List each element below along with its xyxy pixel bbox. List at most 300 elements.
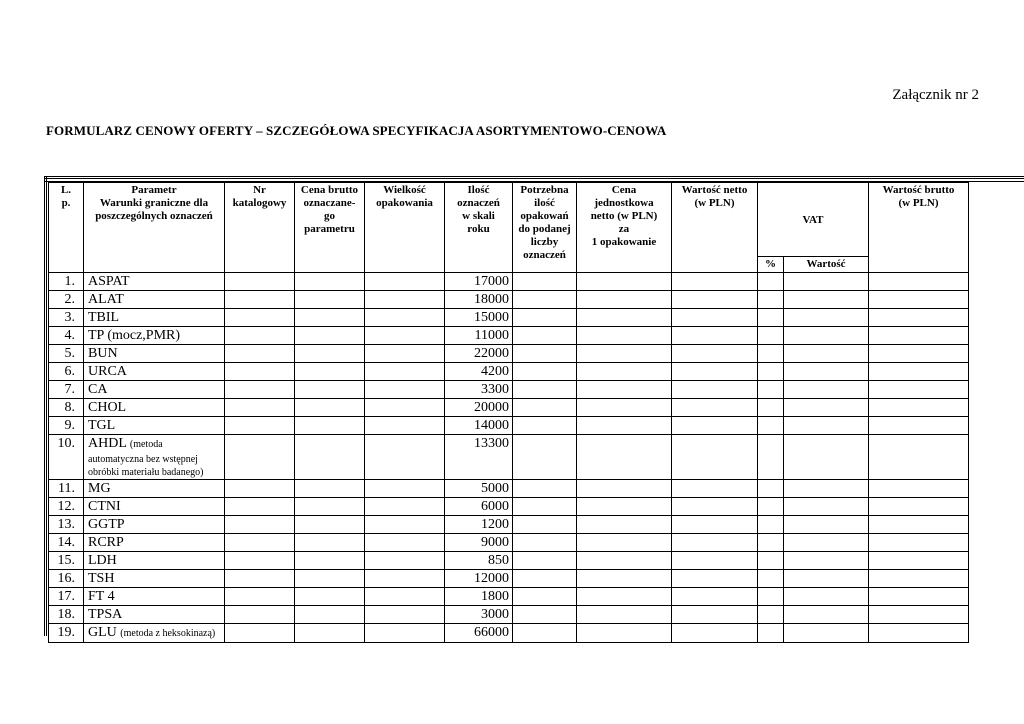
unit-price-cell[interactable]	[577, 345, 672, 363]
row-number: 2.	[49, 291, 84, 309]
gross-price-cell[interactable]	[295, 498, 365, 516]
header-line: katalogowy	[232, 197, 287, 209]
header-line: Ilość	[467, 184, 490, 196]
parameter-name: RCRP	[88, 535, 124, 550]
gross-price-cell[interactable]	[295, 480, 365, 498]
row-number: 14.	[49, 534, 84, 552]
packages-needed-cell[interactable]	[513, 345, 577, 363]
catalog-number-cell[interactable]	[225, 552, 295, 570]
row-number: 7.	[49, 381, 84, 399]
gross-price-cell[interactable]	[295, 588, 365, 606]
packages-needed-cell[interactable]	[513, 498, 577, 516]
unit-price-cell[interactable]	[577, 606, 672, 624]
gross-value-cell[interactable]	[869, 345, 969, 363]
unit-price-cell[interactable]	[577, 381, 672, 399]
package-size-cell[interactable]	[365, 363, 445, 381]
parameter-name: CHOL	[88, 400, 127, 415]
header-gross-value	[869, 183, 969, 273]
vat-value-cell[interactable]	[784, 273, 869, 291]
table-header-row	[49, 183, 969, 257]
unit-price-cell[interactable]	[577, 291, 672, 309]
row-number: 4.	[49, 327, 84, 345]
catalog-number-cell[interactable]	[225, 291, 295, 309]
gross-value-cell[interactable]	[869, 363, 969, 381]
header-line: oznaczeń	[523, 249, 566, 261]
row-number: 3.	[49, 309, 84, 327]
table-row	[49, 588, 969, 606]
header-net-value	[672, 183, 758, 273]
unit-price-cell[interactable]	[577, 534, 672, 552]
row-number: 13.	[49, 516, 84, 534]
vat-value-cell[interactable]	[784, 345, 869, 363]
net-value-cell[interactable]	[672, 516, 758, 534]
vat-percent-cell[interactable]	[758, 570, 784, 588]
net-value-cell[interactable]	[672, 552, 758, 570]
vat-percent-cell[interactable]	[758, 588, 784, 606]
vat-value-cell[interactable]	[784, 435, 869, 480]
header-line: Wielkość	[383, 184, 426, 196]
package-size-cell[interactable]	[365, 606, 445, 624]
unit-price-cell[interactable]	[577, 435, 672, 480]
table-row	[49, 327, 969, 345]
package-size-cell[interactable]	[365, 624, 445, 643]
vat-percent-cell[interactable]	[758, 363, 784, 381]
header-package-size	[365, 183, 445, 273]
parameter-cell	[84, 570, 225, 588]
catalog-number-cell[interactable]	[225, 273, 295, 291]
unit-price-cell[interactable]	[577, 516, 672, 534]
catalog-number-cell[interactable]	[225, 345, 295, 363]
row-number: 9.	[49, 417, 84, 435]
row-number: 10.	[49, 435, 84, 480]
table-row	[49, 435, 969, 480]
header-line: parametru	[304, 223, 355, 235]
gross-price-cell[interactable]	[295, 345, 365, 363]
parameter-cell	[84, 480, 225, 498]
header-line: Cena	[611, 184, 637, 196]
net-value-cell[interactable]	[672, 417, 758, 435]
vat-value-cell[interactable]	[784, 534, 869, 552]
table-row	[49, 417, 969, 435]
packages-needed-cell[interactable]	[513, 309, 577, 327]
catalog-number-cell[interactable]	[225, 516, 295, 534]
gross-value-cell[interactable]	[869, 498, 969, 516]
catalog-number-cell[interactable]	[225, 570, 295, 588]
packages-needed-cell[interactable]	[513, 570, 577, 588]
row-number: 16.	[49, 570, 84, 588]
header-line: opakowań	[520, 210, 569, 222]
header-line: roku	[467, 223, 490, 235]
header-vat: VAT	[758, 183, 869, 257]
table-row	[49, 516, 969, 534]
gross-value-cell[interactable]	[869, 273, 969, 291]
table-row	[49, 480, 969, 498]
parameter-cell	[84, 498, 225, 516]
vat-percent-cell[interactable]	[758, 381, 784, 399]
header-line: do podanej	[518, 223, 571, 235]
row-number: 8.	[49, 399, 84, 417]
vat-value-cell[interactable]	[784, 381, 869, 399]
packages-needed-cell[interactable]	[513, 552, 577, 570]
vat-value-cell[interactable]	[784, 399, 869, 417]
packages-needed-cell[interactable]	[513, 516, 577, 534]
gross-price-cell[interactable]	[295, 606, 365, 624]
parameter-cell	[84, 399, 225, 417]
gross-value-cell[interactable]	[869, 552, 969, 570]
packages-needed-cell[interactable]	[513, 588, 577, 606]
header-vat-percent: %	[758, 257, 784, 273]
test-quantity-cell: 17000	[445, 273, 513, 291]
net-value-cell[interactable]	[672, 588, 758, 606]
header-line: Wartość netto	[681, 184, 748, 196]
vat-value-cell[interactable]	[784, 498, 869, 516]
parameter-name: URCA	[88, 364, 127, 379]
net-value-cell[interactable]	[672, 291, 758, 309]
test-quantity-cell: 3000	[445, 606, 513, 624]
catalog-number-cell[interactable]	[225, 399, 295, 417]
catalog-number-cell[interactable]	[225, 435, 295, 480]
header-lp	[49, 183, 84, 273]
header-line: L.	[60, 184, 72, 196]
unit-price-cell[interactable]	[577, 624, 672, 643]
catalog-number-cell[interactable]	[225, 480, 295, 498]
packages-needed-cell[interactable]	[513, 606, 577, 624]
unit-price-cell[interactable]	[577, 399, 672, 417]
vat-percent-cell[interactable]	[758, 534, 784, 552]
table-row	[49, 534, 969, 552]
header-vat-value: Wartość	[784, 257, 869, 273]
packages-needed-cell[interactable]	[513, 435, 577, 480]
parameter-method-note: (metoda z heksokinazą)	[120, 628, 216, 639]
gross-value-cell[interactable]	[869, 624, 969, 643]
gross-price-cell[interactable]	[295, 624, 365, 643]
package-size-cell[interactable]	[365, 309, 445, 327]
package-size-cell[interactable]	[365, 345, 445, 363]
catalog-number-cell[interactable]	[225, 327, 295, 345]
gross-price-cell[interactable]	[295, 417, 365, 435]
parameter-cell	[84, 381, 225, 399]
test-quantity-cell: 3300	[445, 381, 513, 399]
packages-needed-cell[interactable]	[513, 291, 577, 309]
gross-value-cell[interactable]	[869, 327, 969, 345]
vat-percent-cell[interactable]	[758, 291, 784, 309]
vat-value-cell[interactable]	[784, 291, 869, 309]
gross-value-cell[interactable]	[869, 516, 969, 534]
package-size-cell[interactable]	[365, 516, 445, 534]
vat-percent-cell[interactable]	[758, 309, 784, 327]
table-row	[49, 291, 969, 309]
catalog-number-cell[interactable]	[225, 624, 295, 643]
vat-percent-cell[interactable]	[758, 516, 784, 534]
vat-percent-cell[interactable]	[758, 273, 784, 291]
parameter-cell	[84, 588, 225, 606]
vat-value-cell[interactable]	[784, 327, 869, 345]
vat-value-cell[interactable]	[784, 480, 869, 498]
vat-value-cell[interactable]	[784, 570, 869, 588]
package-size-cell[interactable]	[365, 534, 445, 552]
header-packages-needed	[513, 183, 577, 273]
net-value-cell[interactable]	[672, 624, 758, 643]
net-value-cell[interactable]	[672, 606, 758, 624]
gross-value-cell[interactable]	[869, 570, 969, 588]
parameter-method-note: (metoda	[129, 439, 163, 450]
test-quantity-cell: 6000	[445, 498, 513, 516]
test-quantity-cell: 11000	[445, 327, 513, 345]
gross-value-cell[interactable]	[869, 291, 969, 309]
parameter-cell	[84, 552, 225, 570]
parameter-cell	[84, 363, 225, 381]
header-line: za	[618, 223, 630, 235]
row-number: 11.	[49, 480, 84, 498]
net-value-cell[interactable]	[672, 570, 758, 588]
package-size-cell[interactable]	[365, 399, 445, 417]
parameter-name: GGTP	[88, 517, 125, 532]
gross-price-cell[interactable]	[295, 435, 365, 480]
table-row	[49, 552, 969, 570]
net-value-cell[interactable]	[672, 498, 758, 516]
package-size-cell[interactable]	[365, 417, 445, 435]
gross-price-cell[interactable]	[295, 327, 365, 345]
packages-needed-cell[interactable]	[513, 399, 577, 417]
table-row	[49, 381, 969, 399]
header-line: Cena brutto	[300, 184, 359, 196]
vat-percent-cell[interactable]	[758, 498, 784, 516]
parameter-name: BUN	[88, 346, 118, 361]
table-row	[49, 498, 969, 516]
vat-value-cell[interactable]	[784, 516, 869, 534]
unit-price-cell[interactable]	[577, 417, 672, 435]
table-body	[49, 273, 969, 643]
row-number: 18.	[49, 606, 84, 624]
header-parametr	[84, 183, 225, 273]
packages-needed-cell[interactable]	[513, 327, 577, 345]
parameter-name: TPSA	[88, 607, 123, 622]
test-quantity-cell: 13300	[445, 435, 513, 480]
header-line: Potrzebna	[520, 184, 569, 196]
header-line: w skali	[462, 210, 495, 222]
vat-value-cell[interactable]	[784, 552, 869, 570]
gross-value-cell[interactable]	[869, 309, 969, 327]
unit-price-cell[interactable]	[577, 552, 672, 570]
vat-percent-cell[interactable]	[758, 435, 784, 480]
catalog-number-cell[interactable]	[225, 588, 295, 606]
parameter-cell	[84, 327, 225, 345]
net-value-cell[interactable]	[672, 381, 758, 399]
header-line: Parametr	[131, 184, 177, 196]
package-size-cell[interactable]	[365, 480, 445, 498]
gross-price-cell[interactable]	[295, 534, 365, 552]
net-value-cell[interactable]	[672, 345, 758, 363]
header-line: jednostkowa	[594, 197, 654, 209]
gross-price-cell[interactable]	[295, 399, 365, 417]
package-size-cell[interactable]	[365, 273, 445, 291]
table-left-border	[44, 176, 47, 636]
gross-price-cell[interactable]	[295, 552, 365, 570]
header-line: poszczególnych oznaczeń	[95, 210, 213, 222]
parameter-name: GLU	[88, 625, 117, 640]
row-number: 19.	[49, 624, 84, 643]
catalog-number-cell[interactable]	[225, 534, 295, 552]
packages-needed-cell[interactable]	[513, 381, 577, 399]
header-unit-price	[577, 183, 672, 273]
gross-price-cell[interactable]	[295, 516, 365, 534]
net-value-cell[interactable]	[672, 534, 758, 552]
unit-price-cell[interactable]	[577, 309, 672, 327]
parameter-name: LDH	[88, 553, 117, 568]
parameter-cell	[84, 516, 225, 534]
package-size-cell[interactable]	[365, 381, 445, 399]
net-value-cell[interactable]	[672, 327, 758, 345]
gross-value-cell[interactable]	[869, 480, 969, 498]
test-quantity-cell: 5000	[445, 480, 513, 498]
unit-price-cell[interactable]	[577, 327, 672, 345]
gross-value-cell[interactable]	[869, 399, 969, 417]
vat-value-cell[interactable]	[784, 588, 869, 606]
gross-value-cell[interactable]	[869, 534, 969, 552]
packages-needed-cell[interactable]	[513, 273, 577, 291]
parameter-cell	[84, 291, 225, 309]
table-row	[49, 363, 969, 381]
package-size-cell[interactable]	[365, 327, 445, 345]
test-quantity-cell: 20000	[445, 399, 513, 417]
header-line: liczby	[530, 236, 559, 248]
gross-price-cell[interactable]	[295, 309, 365, 327]
row-number: 12.	[49, 498, 84, 516]
gross-price-cell[interactable]	[295, 381, 365, 399]
package-size-cell[interactable]	[365, 552, 445, 570]
vat-percent-cell[interactable]	[758, 552, 784, 570]
net-value-cell[interactable]	[672, 363, 758, 381]
net-value-cell[interactable]	[672, 399, 758, 417]
vat-percent-cell[interactable]	[758, 327, 784, 345]
parameter-name: CA	[88, 382, 108, 397]
gross-price-cell[interactable]	[295, 570, 365, 588]
table-row	[49, 399, 969, 417]
packages-needed-cell[interactable]	[513, 363, 577, 381]
unit-price-cell[interactable]	[577, 363, 672, 381]
catalog-number-cell[interactable]	[225, 309, 295, 327]
vat-value-cell[interactable]	[784, 363, 869, 381]
gross-price-cell[interactable]	[295, 363, 365, 381]
gross-price-cell[interactable]	[295, 291, 365, 309]
row-number: 17.	[49, 588, 84, 606]
net-value-cell[interactable]	[672, 435, 758, 480]
header-line: 1 opakowanie	[591, 236, 657, 248]
packages-needed-cell[interactable]	[513, 624, 577, 643]
header-catalog-number	[225, 183, 295, 273]
catalog-number-cell[interactable]	[225, 381, 295, 399]
gross-price-cell[interactable]	[295, 273, 365, 291]
header-line: Wartość brutto	[882, 184, 955, 196]
vat-percent-cell[interactable]	[758, 606, 784, 624]
test-quantity-cell: 14000	[445, 417, 513, 435]
vat-percent-cell[interactable]	[758, 417, 784, 435]
packages-needed-cell[interactable]	[513, 417, 577, 435]
test-quantity-cell: 850	[445, 552, 513, 570]
package-size-cell[interactable]	[365, 588, 445, 606]
table-row	[49, 624, 969, 643]
row-number: 1.	[49, 273, 84, 291]
table-row	[49, 309, 969, 327]
vat-value-cell[interactable]	[784, 624, 869, 643]
package-size-cell[interactable]	[365, 498, 445, 516]
table-top-border	[44, 176, 1024, 179]
catalog-number-cell[interactable]	[225, 417, 295, 435]
test-quantity-cell: 18000	[445, 291, 513, 309]
annex-label: Załącznik nr 2	[892, 87, 979, 103]
unit-price-cell[interactable]	[577, 588, 672, 606]
parameter-name: AHDL	[88, 436, 127, 451]
net-value-cell[interactable]	[672, 273, 758, 291]
header-gross-price	[295, 183, 365, 273]
header-line: Warunki graniczne dla	[99, 197, 209, 209]
gross-value-cell[interactable]	[869, 435, 969, 480]
test-quantity-cell: 22000	[445, 345, 513, 363]
parameter-cell	[84, 345, 225, 363]
vat-percent-cell[interactable]	[758, 480, 784, 498]
vat-value-cell[interactable]	[784, 606, 869, 624]
parameter-name: TBIL	[88, 310, 120, 325]
header-test-quantity	[445, 183, 513, 273]
parameter-name: ALAT	[88, 292, 124, 307]
package-size-cell[interactable]	[365, 570, 445, 588]
net-value-cell[interactable]	[672, 309, 758, 327]
row-number: 5.	[49, 345, 84, 363]
unit-price-cell[interactable]	[577, 273, 672, 291]
unit-price-cell[interactable]	[577, 498, 672, 516]
vat-percent-cell[interactable]	[758, 624, 784, 643]
header-line: go	[324, 210, 335, 222]
table-row	[49, 345, 969, 363]
row-number: 6.	[49, 363, 84, 381]
gross-value-cell[interactable]	[869, 606, 969, 624]
parameter-name: TP (mocz,PMR)	[88, 328, 181, 343]
unit-price-cell[interactable]	[577, 480, 672, 498]
vat-value-cell[interactable]	[784, 417, 869, 435]
header-line: oznaczeń	[457, 197, 500, 209]
parameter-name: CTNI	[88, 499, 121, 514]
gross-value-cell[interactable]	[869, 381, 969, 399]
gross-value-cell[interactable]	[869, 588, 969, 606]
vat-value-cell[interactable]	[784, 309, 869, 327]
test-quantity-cell: 12000	[445, 570, 513, 588]
parameter-cell	[84, 606, 225, 624]
header-line: (w PLN)	[694, 197, 735, 209]
header-line: netto (w PLN)	[590, 210, 658, 222]
gross-value-cell[interactable]	[869, 417, 969, 435]
page-title: FORMULARZ CENOWY OFERTY – SZCZEGÓŁOWA SPECYFIKACJA ASORTYMENTOWO-CENOWA	[46, 123, 667, 138]
test-quantity-cell: 4200	[445, 363, 513, 381]
catalog-number-cell[interactable]	[225, 363, 295, 381]
unit-price-cell[interactable]	[577, 570, 672, 588]
package-size-cell[interactable]	[365, 435, 445, 480]
test-quantity-cell: 1200	[445, 516, 513, 534]
net-value-cell[interactable]	[672, 480, 758, 498]
vat-percent-cell[interactable]	[758, 345, 784, 363]
parameter-name: ASPAT	[88, 274, 130, 289]
catalog-number-cell[interactable]	[225, 606, 295, 624]
catalog-number-cell[interactable]	[225, 498, 295, 516]
parameter-cell	[84, 534, 225, 552]
parameter-method-note-continued: automatyczna bez wstępnej obróbki materiału badanego)	[88, 454, 204, 478]
packages-needed-cell[interactable]	[513, 534, 577, 552]
test-quantity-cell: 1800	[445, 588, 513, 606]
packages-needed-cell[interactable]	[513, 480, 577, 498]
row-number: 15.	[49, 552, 84, 570]
package-size-cell[interactable]	[365, 291, 445, 309]
parameter-name: MG	[88, 481, 111, 496]
vat-percent-cell[interactable]	[758, 399, 784, 417]
